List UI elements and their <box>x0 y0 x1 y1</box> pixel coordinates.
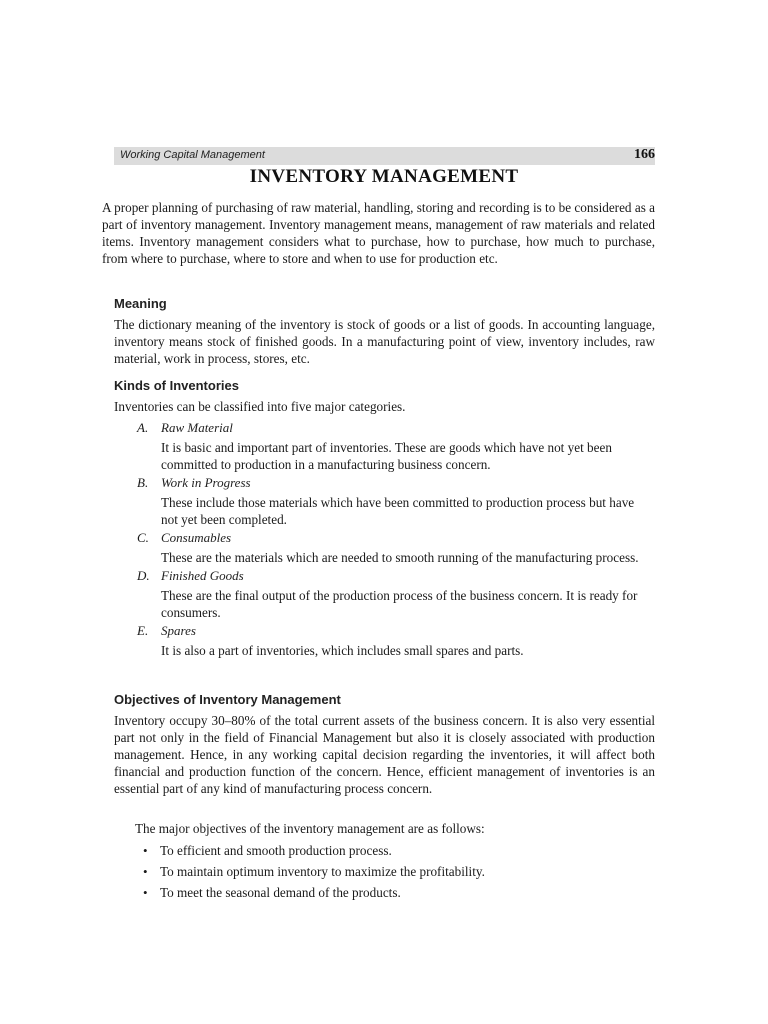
kind-item <box>137 475 657 528</box>
objectives-heading: Objectives of Inventory Management <box>114 692 341 707</box>
objectives-bullet-list <box>140 840 655 903</box>
kind-description: These include those materials which have been committed to production process but have not yet been completed. <box>161 495 635 527</box>
bullet-text: To efficient and smooth production process. <box>160 843 392 858</box>
kind-letter: D. <box>137 568 150 583</box>
kind-name: Raw Material <box>161 420 233 435</box>
kind-letter: B. <box>137 475 149 490</box>
kinds-heading: Kinds of Inventories <box>114 378 239 393</box>
kind-item <box>137 530 657 566</box>
meaning-heading: Meaning <box>114 296 167 311</box>
list-item <box>140 840 655 861</box>
running-title: Working Capital Management <box>120 149 265 161</box>
kind-name: Spares <box>161 623 196 638</box>
kind-name: Work in Progress <box>161 475 251 490</box>
objectives-paragraph: Inventory occupy 30–80% of the total current assets of the business concern. It is also very essential part not only in the field of Financial Management but also it is closely associated with production management. Hence, in any working capital decision regarding the inventories, it will affect both financial and production function of the concern. Hence, efficient management of inventories is an essential part of any kind of manufacturing process concern. <box>114 713 655 796</box>
kinds-intro: Inventories can be classified into five major categories. <box>114 399 406 414</box>
kind-item <box>137 623 657 659</box>
intro-paragraph: A proper planning of purchasing of raw material, handling, storing and recording is to be considered as a part of inventory management. Inventory management means, management of raw materials and related items. Inventory management considers what to purchase, how to purchase, how much to purchase, from where to purchase, where to store and when to use for production etc. <box>102 200 655 266</box>
kind-description: These are the materials which are needed to smooth running of the manufacturing process. <box>161 550 639 565</box>
kinds-list <box>137 420 657 661</box>
kind-letter: E. <box>137 623 149 638</box>
page-number: 166 <box>634 147 655 162</box>
kind-letter: A. <box>137 420 149 435</box>
kind-description: It is basic and important part of inventories. These are goods which have not yet been committed to production in a manufacturing business concern. <box>161 440 612 472</box>
kind-item <box>137 420 657 473</box>
list-item <box>140 882 655 903</box>
kind-description: These are the final output of the production process of the business concern. It is ready for consumers. <box>161 588 638 620</box>
list-item <box>140 861 655 882</box>
bullet-text: To maintain optimum inventory to maximize the profitability. <box>160 864 485 879</box>
meaning-paragraph: The dictionary meaning of the inventory is stock of goods or a list of goods. In accounting language, inventory means stock of finished goods. In a manufacturing point of view, inventory includes, raw material, work in process, stores, etc. <box>114 317 655 366</box>
kind-name: Finished Goods <box>161 568 244 583</box>
page-title: INVENTORY MANAGEMENT <box>249 166 519 187</box>
bullet-icon: • <box>143 864 148 879</box>
kind-item <box>137 568 657 621</box>
bullet-text: To meet the seasonal demand of the products. <box>160 885 401 900</box>
bullet-icon: • <box>143 885 148 900</box>
kind-description: It is also a part of inventories, which includes small spares and parts. <box>161 643 524 658</box>
kind-letter: C. <box>137 530 149 545</box>
kind-name: Consumables <box>161 530 232 545</box>
running-header <box>114 147 655 165</box>
objectives-list-intro: The major objectives of the inventory management are as follows: <box>135 821 485 836</box>
bullet-icon: • <box>143 843 148 858</box>
